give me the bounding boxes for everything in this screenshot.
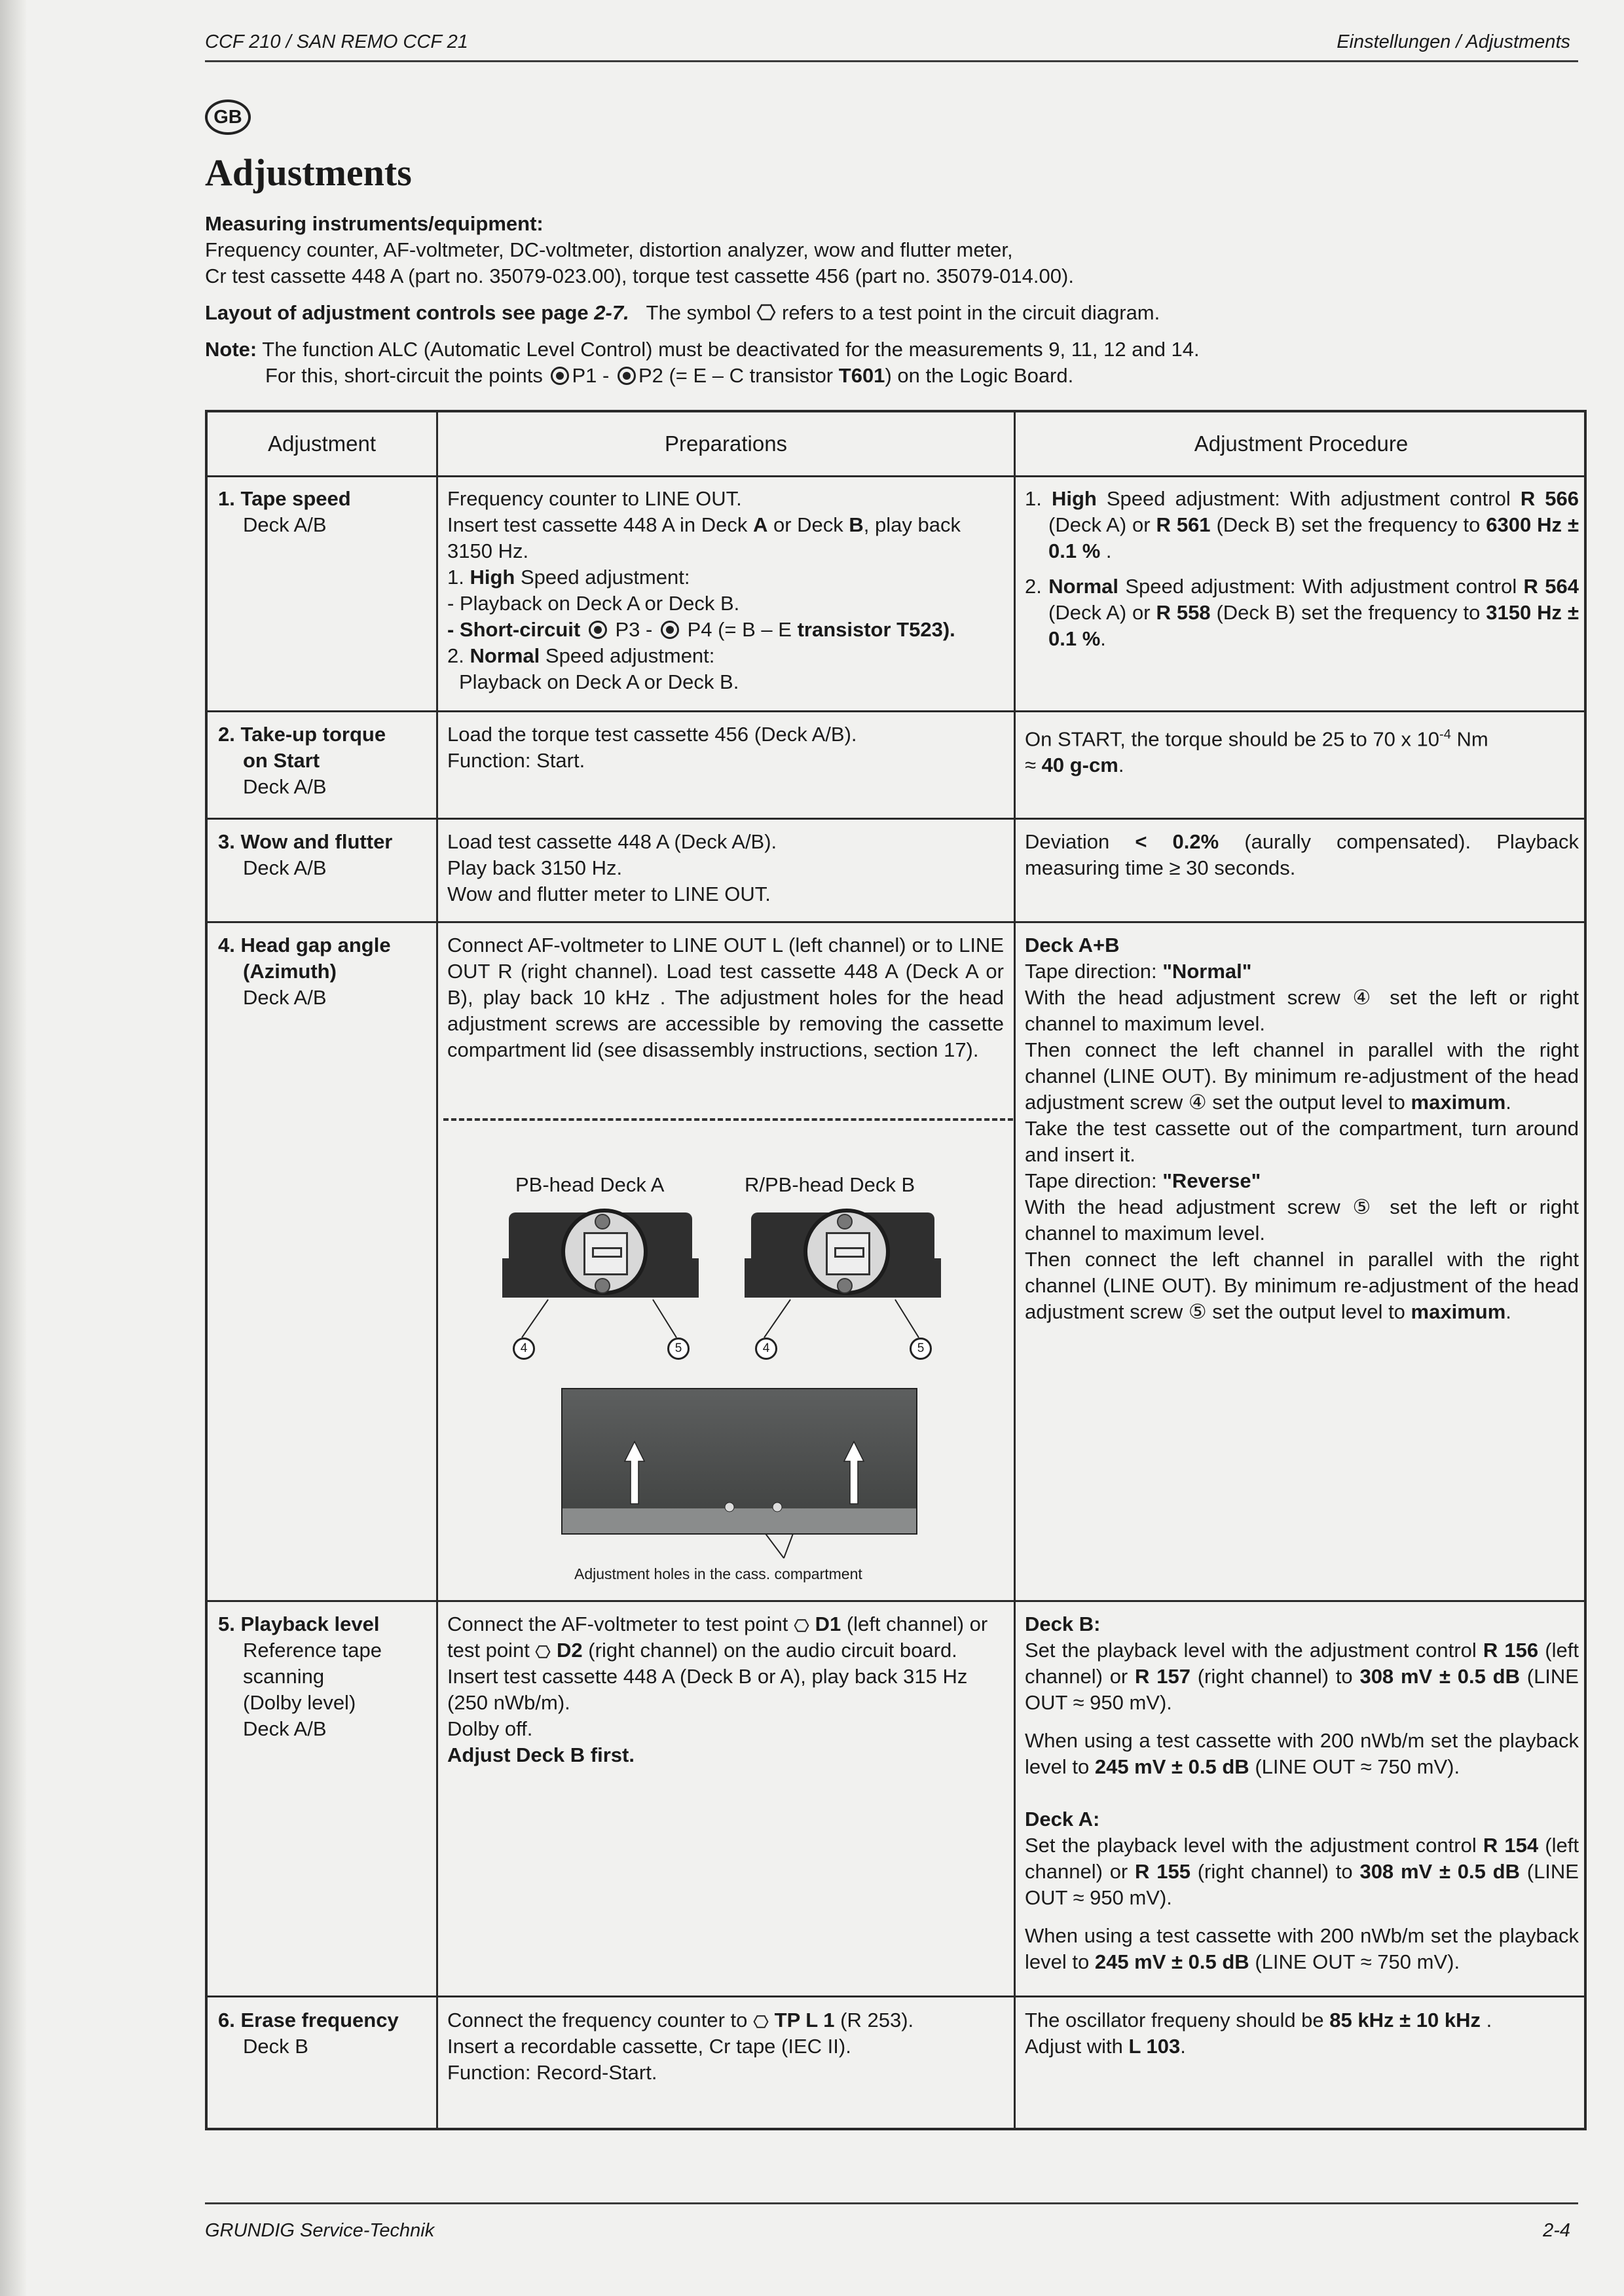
screw-4-marker: 4 bbox=[513, 1338, 535, 1360]
note-line-1: Note: The function ALC (Automatic Level Control) must be deactivated for the measurements 9, 11, 12 and 14. bbox=[205, 338, 1200, 361]
note-line-2: For this, short-circuit the points P1 - P2 (= E – C transistor T601) on the Logic Board. bbox=[265, 364, 1074, 387]
adjustment-table bbox=[205, 410, 1587, 2130]
row2-procedure: On START, the torque should be 25 to 70 x $10^{-4}$ Nm ≈ 40 g-cm. bbox=[1025, 727, 1488, 777]
row1-preparations: Frequency counter to LINE OUT. Insert test cassette 448 A in Deck A or Deck B, play back 3150 Hz. 1. High Speed adjustment: - Playback on Deck A or Deck B. - Short-circuit P3 - P4 (= B – E transistor T523). 2. Normal Speed adjustment: Playback on Deck A or Deck B. bbox=[447, 487, 961, 693]
solder-point-icon bbox=[618, 367, 636, 385]
page-title: Adjustments bbox=[205, 151, 412, 194]
row4-procedure: Deck A+B Tape direction: "Normal" With the head adjustment screw ④ set the left or right channel to maximum level. Then connect the left channel in parallel with the right channel (LINE OUT). By minimum re-adjustment of the head adjustment screw ④ set the output level to maximum. Take the test cassette out of the compartment, turn around and insert it. Tape direction: "Reverse" With the head adjustment screw ⑤ set the left or right channel to maximum level. Then connect the left channel in parallel with the right channel (LINE OUT). By minimum re-adjustment of the head adjustment screw ⑤ set the output level to maximum. bbox=[1025, 934, 1579, 1323]
row5-procedure: Deck B: Set the playback level with the adjustment control R 156 (left channel) or R 157 (right channel) to 308 mV ± 0.5 dB (LINE OUT ≈ 950 mV). When using a test cassette with 200 nWb/m set the playback level to 245 mV ± 0.5 dB (LINE OUT ≈ 750 mV). Deck A: Set the playback level with the adjustment control R 154 (left channel) or R 155 (right channel) to 308 mV ± 0.5 dB (LINE OUT ≈ 950 mV). When using a test cassette with 200 nWb/m set the playback level to 245 mV ± 0.5 dB (LINE OUT ≈ 750 mV). bbox=[1025, 1613, 1579, 1973]
col-header-adjustment: Adjustment bbox=[267, 431, 377, 456]
row3-adjustment: 3. Wow and flutter Deck A/B bbox=[218, 830, 393, 879]
row5-preparations: Connect the AF-voltmeter to test point D1 (left channel) or test point D2 (right channel) on the audio circuit board. Insert test cassette 448 A (Deck B or A), play back 315 Hz (250 nWb/m). Dolby off. Adjust Deck B first. bbox=[447, 1613, 988, 1766]
footer-page-number: 2-4 bbox=[1543, 2220, 1570, 2241]
test-point-icon bbox=[535, 1644, 551, 1660]
page-edge-shadow bbox=[0, 0, 26, 2296]
row5-adjustment: 5. Playback level Reference tape scanning (Dolby level) Deck A/B bbox=[218, 1613, 382, 1740]
intro-text bbox=[205, 211, 1580, 389]
row1-procedure: 1. High Speed adjustment: With adjustment control R 566 (Deck A) or R 561 (Deck B) set the frequency to 6300 Hz ± 0.1 % . 2. Normal Speed adjustment: With adjustment control R 564 (Deck A) or R 558 (Deck B) set the frequency to 3150 Hz ± 0.1 %. bbox=[1025, 487, 1579, 650]
test-point-icon bbox=[794, 1618, 809, 1633]
footer-publisher: GRUNDIG Service-Technik bbox=[205, 2220, 435, 2241]
row6-procedure: The oscillator frequeny should be 85 kHz ± 10 kHz . Adjust with L 103. bbox=[1025, 2009, 1492, 2058]
photo-caption: Adjustment holes in the cass. compartment bbox=[574, 1565, 862, 1582]
row6-adjustment: 6. Erase frequency Deck B bbox=[218, 2009, 399, 2058]
measuring-line-2: Cr test cassette 448 A (part no. 35079-023.00), torque test cassette 456 (part no. 35079-014.00). bbox=[205, 264, 1074, 287]
head-label-deck-b: R/PB-head Deck B bbox=[745, 1173, 915, 1196]
col-header-procedure: Adjustment Procedure bbox=[1194, 431, 1409, 456]
col-header-preparations: Preparations bbox=[664, 431, 788, 456]
row4-adjustment: 4. Head gap angle (Azimuth) Deck A/B bbox=[218, 934, 391, 1009]
up-arrow-icon bbox=[563, 1389, 916, 1533]
screw-5-marker: 5 bbox=[667, 1338, 690, 1360]
row2-adjustment: 2. Take-up torque on Start Deck A/B bbox=[218, 723, 386, 798]
row1-adjustment: 1. Tape speed Deck A/B bbox=[218, 487, 351, 536]
page-header bbox=[205, 27, 1578, 62]
header-model: CCF 210 / SAN REMO CCF 21 bbox=[205, 31, 468, 52]
screw-5-marker: 5 bbox=[910, 1338, 932, 1360]
row3-preparations: Load test cassette 448 A (Deck A/B). Play back 3150 Hz. Wow and flutter meter to LINE OUT. bbox=[447, 830, 777, 905]
row2-preparations: Load the torque test cassette 456 (Deck A/B). Function: Start. bbox=[447, 723, 857, 772]
cassette-compartment-photo bbox=[561, 1388, 917, 1535]
row4-preparations: Connect AF-voltmeter to LINE OUT L (left channel) or to LINE OUT R (right channel). Load test cassette 448 A (Deck A or B), play back 10 kHz . The adjustment holes for the head adjustment screws are accessible by removing the cassette compartment lid (see disassembly instructions, section 17). bbox=[447, 934, 1004, 1061]
test-point-icon bbox=[753, 2014, 769, 2030]
measuring-label: Measuring instruments/equipment: bbox=[205, 212, 544, 235]
layout-line: Layout of adjustment controls see page 2-7. The symbol refers to a test point in the circuit diagram. bbox=[205, 301, 1160, 324]
test-point-icon bbox=[756, 302, 776, 322]
head-label-deck-a: PB-head Deck A bbox=[515, 1173, 665, 1196]
header-section: Einstellungen / Adjustments bbox=[1337, 31, 1570, 52]
solder-point-icon bbox=[551, 367, 569, 385]
row3-procedure: Deviation < 0.2% (aurally compensated). Playback measuring time ≥ 30 seconds. bbox=[1025, 830, 1579, 879]
screw-4-marker: 4 bbox=[755, 1338, 777, 1360]
row6-preparations: Connect the frequency counter to TP L 1 (R 253). Insert a recordable cassette, Cr tape (IEC II). Function: Record-Start. bbox=[447, 2009, 914, 2084]
measuring-line-1: Frequency counter, AF-voltmeter, DC-voltmeter, distortion analyzer, wow and flutter meter, bbox=[205, 238, 1013, 261]
language-badge: GB bbox=[205, 100, 251, 135]
page-footer bbox=[205, 2202, 1578, 2241]
